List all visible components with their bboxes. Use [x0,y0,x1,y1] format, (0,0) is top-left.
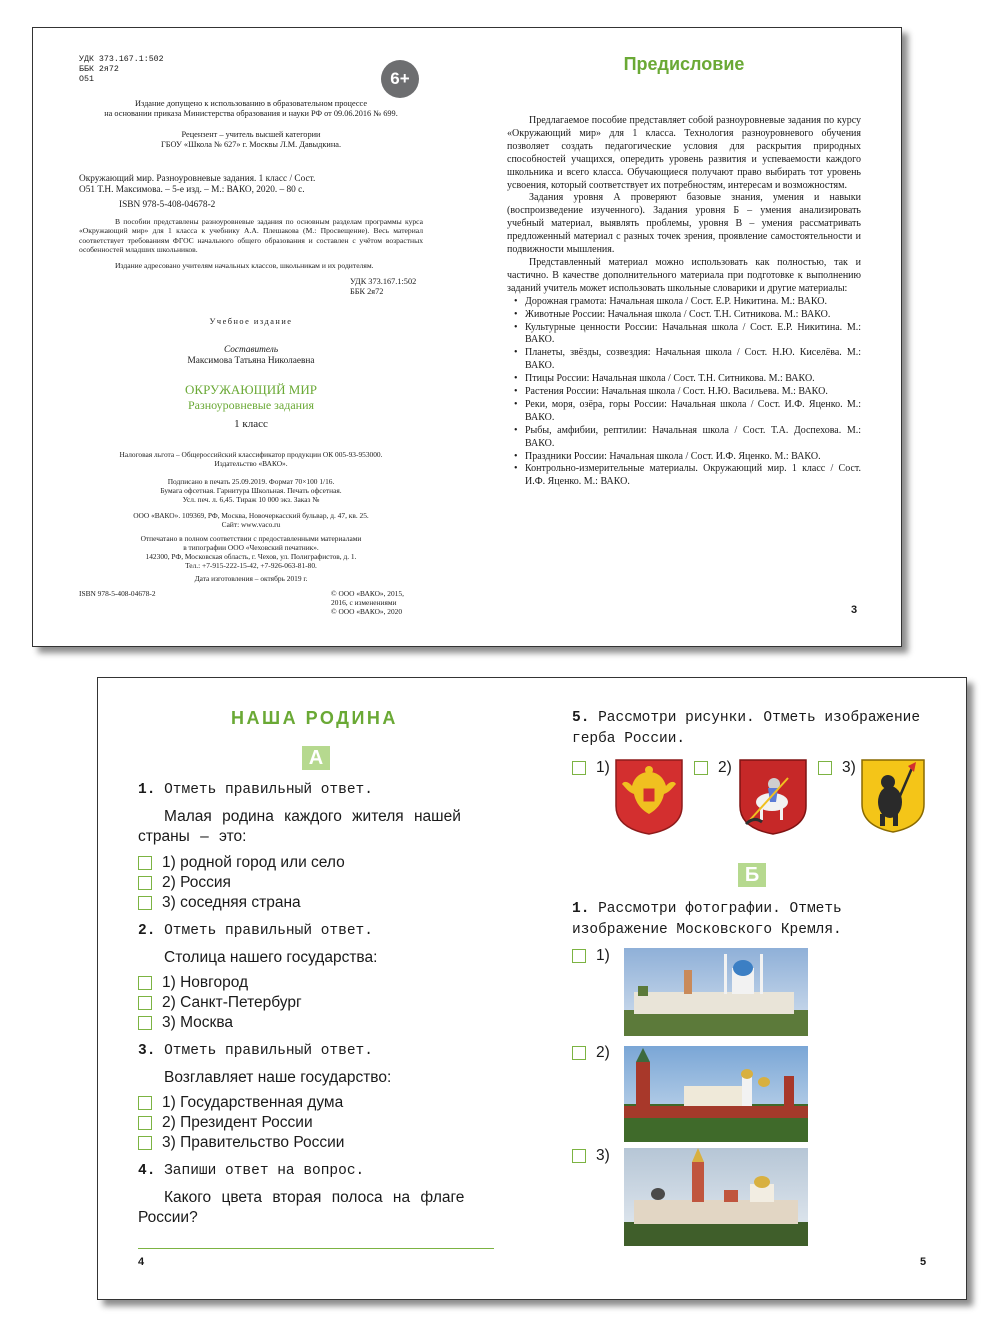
page-number: 5 [920,1256,927,1268]
answer-line[interactable] [138,1248,494,1249]
kazan-kremlin-photo [624,948,808,1036]
task-1-question: Малая родина каждого жителя нашей страны – это: [138,808,461,845]
moscow-kremlin-photo [624,1046,808,1142]
udk-block: УДК 373.167.1:502 ББК 2я72 О51 [79,55,164,85]
task-2-prompt: 2. Отметь правильный ответ. [138,923,373,939]
checkbox[interactable] [138,1096,152,1110]
tasks-spread [97,677,967,1300]
reference-item: • Праздники России: Начальная школа / Сост. И.Ф. Яценко. М.: ВАКО. [507,451,861,464]
printer-info: Отпечатано в полном соответствии с предоставленными материалами в типографии ООО «Чеховский печатник». 142300, РФ, Московская область, г. Чехов, ул. Полиграфистов, д. 1. Тел.: +7-915-222-15-42, +7-926-063-81-80. [140,534,362,570]
checkbox[interactable] [818,761,832,775]
coat-option-2[interactable]: 2) [694,758,732,778]
task-1-prompt: 1. Отметь правильный ответ. [138,782,373,798]
answer-option[interactable]: 3) соседняя страна [138,893,345,913]
checkbox[interactable] [138,856,152,870]
audience: Издание адресовано учителям начальных классов, школьникам и их родителям. [115,261,374,270]
checkbox[interactable] [138,896,152,910]
age-rating-badge: 6+ [381,60,419,98]
reference-item: • Животные России: Начальная школа / Сост. Т.Н. Ситникова. М.: ВАКО. [507,309,861,322]
reference-item: • Контрольно-измерительные материалы. Окружающий мир. 1 класс / Сост. И.Ф. Яценко. М.: ВАКО. [507,463,861,489]
checkbox[interactable] [138,876,152,890]
photo-option-1[interactable]: 1) [572,946,610,966]
photo-option-2[interactable]: 2) [572,1043,610,1063]
preface-title: Предисловие [623,54,745,74]
answer-option[interactable]: 1) родной город или село [138,853,345,873]
level-b-badge: Б [738,863,766,887]
page-number: 3 [851,604,858,616]
moscow-coat-of-arms-icon [738,758,808,836]
checkbox[interactable] [138,976,152,990]
edition-type: Учебное издание [209,317,293,326]
level-a-badge: А [302,746,330,770]
grade: 1 класс [234,418,268,430]
task-5-prompt: 5. Рассмотри рисунки. Отметь изображение герба России. [572,710,921,747]
page-number: 4 [138,1256,145,1268]
section-title: НАША РОДИНА [231,708,398,728]
isbn: ISBN 978-5-408-04678-2 [119,200,216,210]
task-4-prompt: 4. Запиши ответ на вопрос. [138,1163,365,1179]
udk-right: УДК 373.167.1:502 ББК 2я72 [350,277,417,297]
print-info: Подписано в печать 25.09.2019. Формат 70×100 1/16. Бумага офсетная. Гарнитура Школьная. Печать офсетная. Усл. печ. л. 6,45. Тираж 10 000 экз. Заказ № [160,477,342,504]
compiler-label: Составитель [223,345,279,355]
answer-option[interactable]: 1) Новгород [138,973,302,993]
preface-body [507,115,861,489]
approval-note: Издание допущено к использованию в образовательном процессе на основании приказа Министерства образования и науки РФ от 09.06.2016 № 699. [104,99,398,119]
annotation: В пособии представлены разноуровневые задания по основным разделам программы курса «Окружающий мир» для 1 класса к учебнику А.А. Плешакова (М.: Просвещение). Весь материал соответствует требованиям ФГОС начального общего образования и составлен с учётом возрастных особенностей младших школьников. [79,217,423,254]
task-3-question: Возглавляет наше государство: [164,1069,392,1086]
russia-coat-of-arms-icon [614,758,684,836]
reference-item: • Планеты, звёзды, созвездия: Начальная школа / Сост. Н.Ю. Киселёва. М.: ВАКО. [507,347,861,373]
checkbox[interactable] [138,1116,152,1130]
checkbox[interactable] [138,996,152,1010]
publisher-info: ООО «ВАКО». 109369, РФ, Москва, Новочеркасский бульвар, д. 47, кв. 25. Сайт: www.vaco.ru [133,511,369,529]
task-4-question: Какого цвета вторая полоса на флаге России? [138,1189,465,1226]
reference-item: • Реки, моря, озёра, горы России: Начальная школа / Сост. И.Ф. Яценко. М.: ВАКО. [507,399,861,425]
isbn-bottom: ISBN 978-5-408-04678-2 [79,589,156,598]
reference-item: • Дорожная грамота: Начальная школа / Сост. Е.Р. Никитина. М.: ВАКО. [507,296,861,309]
task-2-question: Столица нашего государства: [164,949,378,966]
book-title: ОКРУЖАЮЩИЙ МИР [185,382,317,397]
production-date: Дата изготовления – октябрь 2019 г. [194,574,308,583]
compiler-name: Максимова Татьяна Николаевна [187,356,315,366]
answer-option[interactable]: 2) Россия [138,873,345,893]
answer-option[interactable]: 2) Санкт-Петербург [138,993,302,1013]
answer-option[interactable]: 3) Правительство России [138,1133,344,1153]
reference-list [507,296,861,490]
preface-paragraph: Предлагаемое пособие представляет собой разноуровневые задания по курсу «Окружающий мир» для 1 класса. Технология разноуровневого обучения позволяет создать педагогические условия для раскрытия природных способностей учащихся, опередить уровень развития и успеваемости каждого школьника и всего класса. Обучающиеся получают право выбирать тот уровень усвоения, который соответствует их потребностям, интересам и возможностям. [507,115,861,191]
copyright: © ООО «ВАКО», 2015, 2016, с изменениями © ООО «ВАКО», 2020 [331,589,404,616]
coat-option-1[interactable]: 1) [572,758,610,778]
task-3-prompt: 3. Отметь правильный ответ. [138,1043,373,1059]
task-1-options [138,853,345,913]
checkbox[interactable] [572,761,586,775]
checkbox[interactable] [572,1046,586,1060]
book-subtitle: Разноуровневые задания [187,398,315,412]
answer-option[interactable]: 3) Москва [138,1013,302,1033]
reviewer-note: Рецензент – учитель высшей категории ГБОУ «Школа № 627» г. Москвы Л.М. Давыдкина. [160,130,342,150]
coat-option-3[interactable]: 3) [818,758,856,778]
yaroslavl-coat-of-arms-icon [860,758,926,834]
reference-item: • Птицы России: Начальная школа / Сост. Т.Н. Ситникова. М.: ВАКО. [507,373,861,386]
checkbox[interactable] [138,1136,152,1150]
answer-option[interactable]: 2) Президент России [138,1113,344,1133]
preface-paragraph: Задания уровня А проверяют базовые знания, умения и навыки (воспроизведение изученного). Задания уровня Б – умения анализировать учебный материал, выявлять проблемы, уровня В – умения рассматривать предложенный материал с разных точек зрения, проявление самостоятельности и подвижности мышления. [507,192,861,256]
imprint-spread [32,27,902,647]
checkbox[interactable] [572,1149,586,1163]
checkbox[interactable] [694,761,708,775]
task-3-options [138,1093,344,1153]
reference-item: • Культурные ценности России: Начальная школа / Сост. Е.Р. Никитина. М.: ВАКО. [507,322,861,348]
preface-paragraph: Представленный материал можно использовать как полностью, так и частично. В качестве дополнительного материала при подготовке к выполнению заданий учитель может использовать школьные словарики и другие материалы: [507,256,861,294]
novodevichy-convent-photo [624,1148,808,1246]
tax-note: Налоговая льгота – Общероссийский классификатор продукции ОК 005-93-953000. Издательство «ВАКО». [119,450,383,468]
checkbox[interactable] [572,949,586,963]
task-b1-prompt: 1. Рассмотри фотографии. Отметь изображение Московского Кремля. [572,901,842,938]
checkbox[interactable] [138,1016,152,1030]
reference-item: • Растения России: Начальная школа / Сост. Н.Ю. Васильева. М.: ВАКО. [507,386,861,399]
biblio-record: Окружающий мир. Разноуровневые задания. 1 класс / Сост. О51 Т.Н. Максимова. – 5-е изд. – М.: ВАКО, 2020. – 80 с. [79,174,316,196]
photo-option-3[interactable]: 3) [572,1146,610,1166]
answer-option[interactable]: 1) Государственная дума [138,1093,344,1113]
reference-item: • Рыбы, амфибии, рептилии: Начальная школа / Сост. Т.А. Доспехова. М.: ВАКО. [507,425,861,451]
task-2-options [138,973,302,1033]
